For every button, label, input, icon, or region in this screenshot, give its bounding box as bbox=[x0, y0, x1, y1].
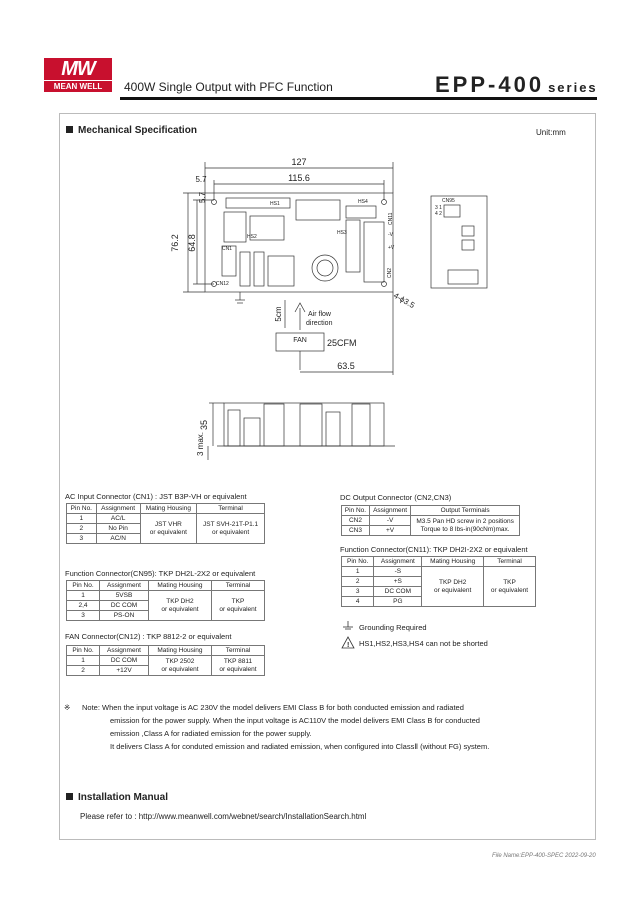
cn11-terminal: TKP or equivalent bbox=[484, 567, 536, 607]
table-cell: 3 bbox=[342, 587, 374, 597]
airflow-label-1: Air flow bbox=[308, 311, 331, 318]
label-hs1: HS1 bbox=[270, 201, 280, 207]
note-line-1: Note: When the input voltage is AC 230V the model delivers EMI Class B for both conducted emission and radiated bbox=[82, 703, 464, 712]
table-cell: -S bbox=[374, 567, 422, 577]
cn1-table bbox=[66, 503, 265, 544]
dim-35: 35 bbox=[199, 419, 209, 431]
note-line-2: emission for the power supply. When the input voltage is AC110V the model delivers EMI Class B for conducted bbox=[110, 716, 480, 725]
note-block bbox=[82, 701, 587, 753]
cn12-header-assignment: Assignment bbox=[100, 646, 149, 656]
installation-heading bbox=[66, 792, 168, 803]
cn23-terminals: M3.5 Pan HD screw in 2 positions Torque to 8 lbs-in(90cNm)max. bbox=[411, 516, 520, 536]
table-cell: +V bbox=[369, 526, 410, 536]
cn12-housing: TKP 2502 or equivalent bbox=[148, 656, 211, 676]
label-hs3: HS3 bbox=[337, 230, 347, 236]
table-cell: -V bbox=[369, 516, 410, 526]
cn1-housing: JST VHR or equivalent bbox=[140, 514, 197, 544]
cn23-caption: DC Output Connector (CN2,CN3) bbox=[340, 493, 452, 502]
label-hs4: HS4 bbox=[358, 199, 368, 205]
dim-3-max: 3 max. bbox=[196, 431, 205, 457]
cn95-caption: Function Connector(CN95): TKP DH2L-2X2 or equivalent bbox=[65, 569, 256, 578]
cn11-header-housing: Mating Housing bbox=[422, 557, 484, 567]
cn11-caption: Function Connector(CN11): TKP DH2I-2X2 or equivalent bbox=[340, 545, 528, 554]
mechanical-spec-title: Mechanical Specification bbox=[78, 125, 197, 136]
table-cell: CN2 bbox=[342, 516, 370, 526]
note-mark: ※ bbox=[64, 703, 71, 712]
logo-letters: MW bbox=[44, 58, 112, 80]
table-cell: 1 bbox=[342, 567, 374, 577]
table-cell: 2 bbox=[67, 524, 97, 534]
dim-64-8: 64.8 bbox=[187, 234, 197, 252]
cn95-housing: TKP DH2 or equivalent bbox=[148, 591, 211, 621]
note-line-4: It delivers Class A for conduted emission and radiated emission, when configured into ClassⅡ (without FG) system. bbox=[110, 742, 490, 751]
cn1-header-assignment: Assignment bbox=[96, 504, 140, 514]
airflow-label-2: direction bbox=[306, 320, 333, 327]
label-cn1: CN1 bbox=[222, 246, 233, 252]
table-cell: +12V bbox=[100, 666, 149, 676]
label-hs2: HS2 bbox=[247, 234, 257, 240]
cn11-table bbox=[341, 556, 536, 607]
dim-5-7-left: 5.7 bbox=[195, 175, 207, 184]
dim-115-6: 115.6 bbox=[288, 173, 310, 183]
cn11-header-assignment: Assignment bbox=[374, 557, 422, 567]
svg-text:!: ! bbox=[347, 642, 350, 649]
cn1-caption: AC Input Connector (CN1) : JST B3P-VH or equivalent bbox=[65, 492, 247, 501]
cfm-label: 25CFM bbox=[327, 338, 357, 348]
warning-legend: HS1,HS2,HS3,HS4 can not be shorted bbox=[359, 639, 488, 648]
cn12-caption: FAN Connector(CN12) : TKP 8812-2 or equivalent bbox=[65, 632, 232, 641]
table-cell: 1 bbox=[67, 514, 97, 524]
cn95-header-housing: Mating Housing bbox=[148, 581, 211, 591]
ground-legend: Grounding Required bbox=[359, 623, 427, 632]
installation-title: Installation Manual bbox=[78, 792, 169, 803]
note-line-3: emission ,Class A for radiated emission for the power supply. bbox=[110, 729, 312, 738]
dim-5cm: 5cm bbox=[274, 306, 283, 322]
cn95-terminal: TKP or equivalent bbox=[211, 591, 264, 621]
table-cell: PG bbox=[374, 597, 422, 607]
cn11-housing: TKP DH2 or equivalent bbox=[422, 567, 484, 607]
table-cell: 2 bbox=[342, 577, 374, 587]
table-cell: AC/N bbox=[96, 534, 140, 544]
installation-link[interactable]: Please refer to : http://www.meanwell.com/webnet/search/InstallationSearch.html bbox=[80, 812, 367, 821]
cn95-header-pin: Pin No. bbox=[67, 581, 100, 591]
table-cell: 4 bbox=[342, 597, 374, 607]
cn12-header-terminal: Terminal bbox=[211, 646, 264, 656]
dim-76-2: 76.2 bbox=[170, 234, 180, 252]
model-name: EPP-400 bbox=[435, 72, 545, 97]
cn95-header-assignment: Assignment bbox=[100, 581, 149, 591]
table-cell: DC COM bbox=[100, 601, 149, 611]
cn23-header-assignment: Assignment bbox=[369, 506, 410, 516]
cn1-terminal: JST SVH-21T-P1.1 or equivalent bbox=[197, 514, 265, 544]
table-cell: 5VSB bbox=[100, 591, 149, 601]
label-cn95: CN95 bbox=[442, 198, 455, 204]
table-cell: DC COM bbox=[374, 587, 422, 597]
cn12-header-pin: Pin No. bbox=[67, 646, 100, 656]
dim-holes: 4-ϕ3.5 bbox=[392, 290, 417, 311]
table-cell: 3 bbox=[67, 611, 100, 621]
cn1-header-housing: Mating Housing bbox=[140, 504, 197, 514]
product-subtitle: 400W Single Output with PFC Function bbox=[124, 80, 333, 94]
table-cell: 2,4 bbox=[67, 601, 100, 611]
cn11-header-pin: Pin No. bbox=[342, 557, 374, 567]
table-cell: 2 bbox=[67, 666, 100, 676]
table-cell: 3 bbox=[67, 534, 97, 544]
table-cell: 1 bbox=[67, 656, 100, 666]
cn11-header-terminal: Terminal bbox=[484, 557, 536, 567]
label-cn12: CN12 bbox=[216, 281, 229, 287]
cn95-header-terminal: Terminal bbox=[211, 581, 264, 591]
cn95-table bbox=[66, 580, 265, 621]
label-minus-v: -V bbox=[388, 232, 393, 238]
file-name-footer: File Name:EPP-400-SPEC 2022-09-20 bbox=[492, 853, 596, 859]
cn12-table bbox=[66, 645, 265, 676]
table-cell: CN3 bbox=[342, 526, 370, 536]
table-cell: No Pin bbox=[96, 524, 140, 534]
label-cn11: CN11 bbox=[388, 212, 394, 225]
table-cell: DC COM bbox=[100, 656, 149, 666]
label-pins-31: 3 1 bbox=[435, 205, 442, 211]
table-cell: PS-ON bbox=[100, 611, 149, 621]
cn23-table bbox=[341, 505, 520, 536]
cn1-header-pin: Pin No. bbox=[67, 504, 97, 514]
cn1-header-terminal: Terminal bbox=[197, 504, 265, 514]
dim-127: 127 bbox=[291, 157, 307, 167]
cn23-header-terminals: Output Terminals bbox=[411, 506, 520, 516]
table-cell: +S bbox=[374, 577, 422, 587]
fan-label: FAN bbox=[293, 337, 307, 344]
cn12-terminal: TKP 8811 or equivalent bbox=[211, 656, 264, 676]
label-plus-v: +V bbox=[388, 245, 395, 251]
label-pins-42: 4 2 bbox=[435, 211, 442, 217]
table-cell: AC/L bbox=[96, 514, 140, 524]
legend-icons bbox=[341, 620, 357, 650]
table-cell: 1 bbox=[67, 591, 100, 601]
logo-brand-name: MEAN WELL bbox=[44, 81, 112, 92]
cn12-header-housing: Mating Housing bbox=[148, 646, 211, 656]
unit-label: Unit:mm bbox=[536, 128, 566, 137]
side-view-outline bbox=[224, 403, 384, 446]
cn23-header-pin: Pin No. bbox=[342, 506, 370, 516]
series-label: series bbox=[548, 80, 598, 95]
dim-5-7-top: 5.7 bbox=[198, 191, 207, 203]
dim-63-5: 63.5 bbox=[337, 361, 355, 371]
label-cn2: CN2 bbox=[387, 267, 393, 278]
